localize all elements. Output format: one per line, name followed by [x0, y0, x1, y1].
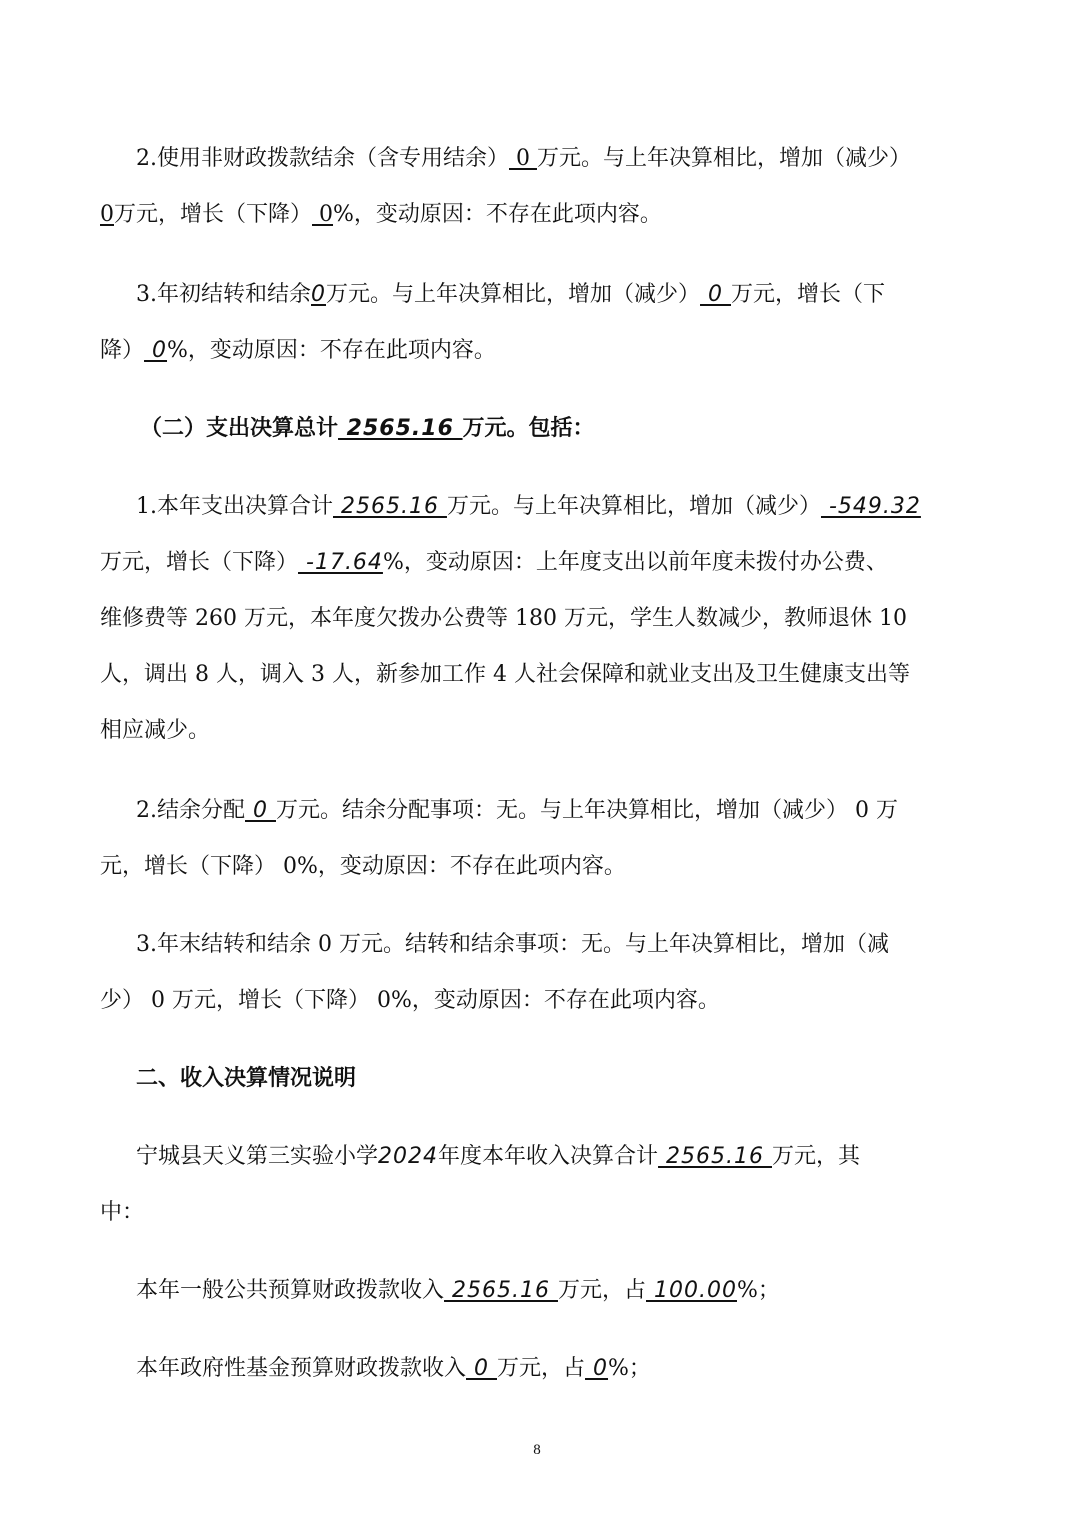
- p6-line-2: 中：: [100, 1200, 145, 1225]
- p3-line-5: 相应减少。: [100, 718, 211, 743]
- p8-line: 本年政府性基金预算财政拨款收入 0 万元，占 0%；: [136, 1356, 651, 1381]
- value-underlined: -17.64: [298, 550, 383, 575]
- value-underlined: -549.32: [820, 494, 921, 519]
- p1-line-1: 2.使用非财政拨款结余（含专用结余） 0 万元。与上年决算相比，增加（减少）: [136, 146, 911, 171]
- p2-line-1: 3.年初结转和结余0万元。与上年决算相比，增加（减少） 0 万元，增长（下: [136, 282, 886, 307]
- value-underlined: 0: [466, 1356, 497, 1381]
- p5-line-1: 3.年末结转和结余 0 万元。结转和结余事项：无。与上年决算相比，增加（减: [136, 932, 889, 957]
- value-underlined: 2565.16: [658, 1144, 772, 1169]
- p7-line: 本年一般公共预算财政拨款收入 2565.16 万元，占 100.00%；: [136, 1278, 780, 1303]
- value-underlined: 2565.16: [338, 416, 463, 441]
- year-value: 2024: [378, 1144, 439, 1169]
- section-heading-expenditure: （二）支出决算总计 2565.16 万元。包括：: [140, 416, 595, 441]
- value-underlined: 0: [700, 282, 731, 307]
- value-underlined: 2565.16: [333, 494, 447, 519]
- value-underlined: 0: [144, 338, 168, 363]
- value-underlined: 0: [312, 202, 334, 227]
- value-underlined: 100.00: [646, 1278, 737, 1303]
- p4-line-2: 元，增长（下降） 0%，变动原因：不存在此项内容。: [100, 854, 626, 879]
- p1-line-2: 0万元，增长（下降） 0%，变动原因：不存在此项内容。: [100, 202, 662, 227]
- value-underlined: 0: [245, 798, 276, 823]
- p3-line-4: 人，调出 8 人，调入 3 人，新参加工作 4 人社会保障和就业支出及卫生健康支出等: [100, 662, 910, 687]
- p3-line-2: 万元，增长（下降） -17.64%，变动原因：上年度支出以前年度未拨付办公费、: [100, 550, 888, 575]
- value-underlined: 0: [585, 1356, 609, 1381]
- value-underlined: 0: [509, 146, 537, 171]
- p3-line-1: 1.本年支出决算合计 2565.16 万元。与上年决算相比，增加（减少） -549.32: [136, 494, 921, 519]
- value-underlined: 2565.16: [444, 1278, 558, 1303]
- p2-line-2: 降） 0%，变动原因：不存在此项内容。: [100, 338, 496, 363]
- p3-line-3: 维修费等 260 万元，本年度欠拨办公费等 180 万元，学生人数减少，教师退休 10: [100, 606, 907, 631]
- section-heading-income: 二、收入决算情况说明: [136, 1066, 357, 1091]
- page-number: 8: [533, 1442, 541, 1458]
- p4-line-1: 2.结余分配 0 万元。结余分配事项：无。与上年决算相比，增加（减少） 0 万: [136, 798, 898, 823]
- p6-line-1: 宁城县天义第三实验小学2024年度本年收入决算合计 2565.16 万元，其: [136, 1144, 861, 1169]
- value-underlined: 0: [100, 202, 114, 227]
- p5-line-2: 少） 0 万元，增长（下降） 0%，变动原因：不存在此项内容。: [100, 988, 720, 1013]
- value-underlined: 0: [311, 282, 326, 307]
